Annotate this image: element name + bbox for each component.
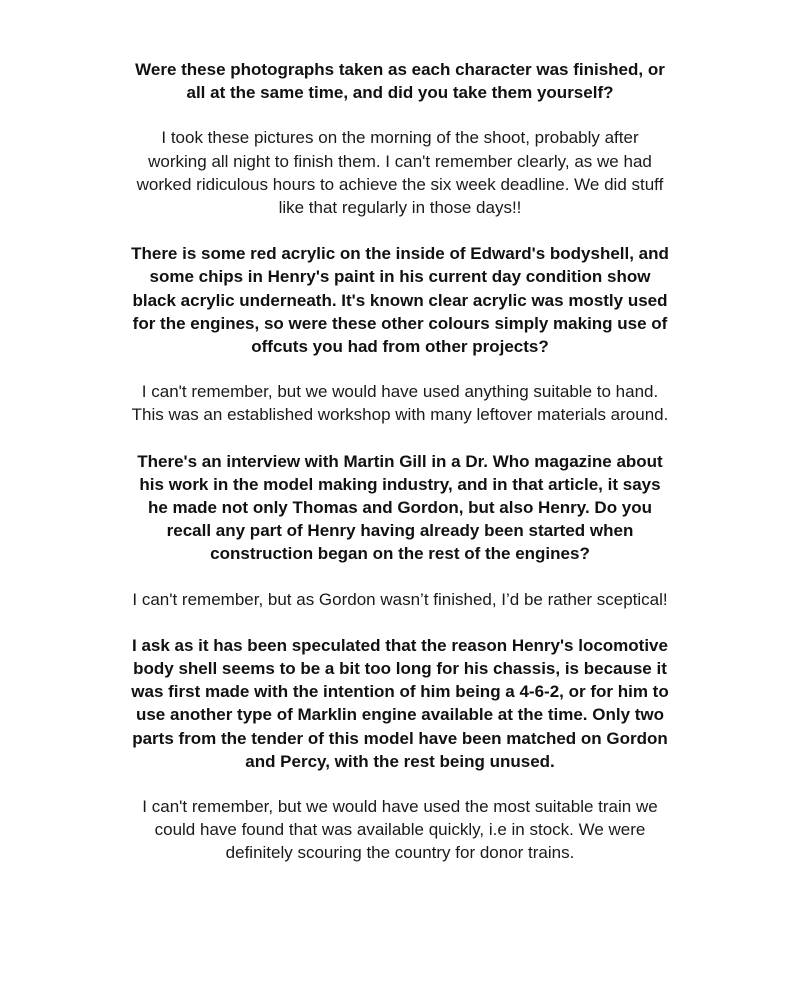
qa-block-martin-gill: [130, 450, 670, 611]
qa-block-photographs: [130, 58, 670, 219]
answer-text: I took these pictures on the morning of the shoot, probably after working all night to finish them. I can't remember clearly, as we had worked ridiculous hours to achieve the six week deadline. We did stuff like that regularly in those days!!: [136, 128, 664, 218]
question-text: There is some red acrylic on the inside of Edward's bodyshell, and some chips in Henry's paint in his current day condition show black acrylic underneath. It's known clear acrylic was mostly used for the engines, so were these other colours simply making use of offcuts you had from other projects?: [131, 244, 669, 357]
qa-block-henry-shell: [130, 634, 670, 865]
question-text: I ask as it has been speculated that the reason Henry's locomotive body shell seems to be a bit too long for his chassis, is because it was first made with the intention of him being a 4-6-2, or for him to use another type of Marklin engine available at the time. Only two parts from the tender of this model have been matched on Gordon and Percy, with the rest being unused.: [131, 635, 669, 771]
qa-block-acrylic: [130, 242, 670, 426]
answer-text: I can't remember, but we would have used the most suitable train we could have found that was available quickly, i.e in stock. We were definitely scouring the country for donor trains.: [142, 797, 658, 863]
answer-text: I can't remember, but as Gordon wasn’t finished, I’d be rather sceptical!: [132, 589, 668, 609]
answer-text: I can't remember, but we would have used anything suitable to hand. This was an established workshop with many leftover materials around.: [131, 382, 669, 425]
question-text: Were these photographs taken as each character was finished, or all at the same time, and did you take them yourself?: [135, 60, 665, 103]
question-text: There's an interview with Martin Gill in a Dr. Who magazine about his work in the model making industry, and in that article, it says he made not only Thomas and Gordon, but also Henry. Do you recall any part of Henry having already been started when construction began on the rest of the engines?: [137, 451, 663, 564]
interview-page: [130, 58, 670, 888]
